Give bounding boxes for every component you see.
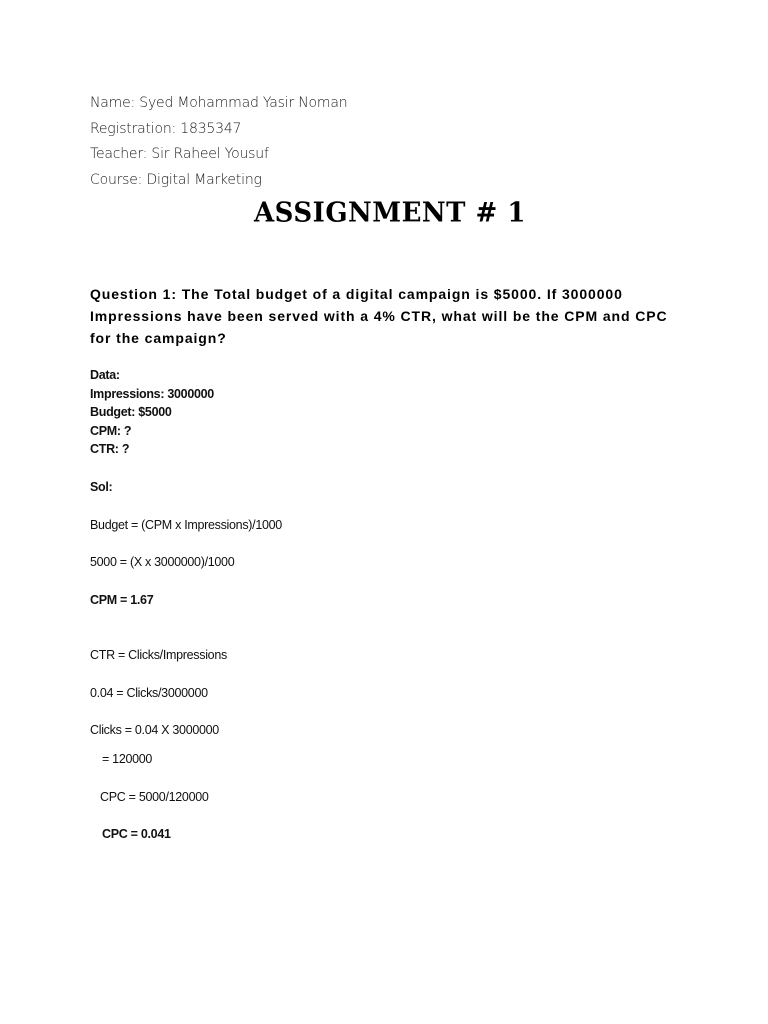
registration-number: Registration: 1835347 [90, 121, 242, 137]
student-name: Name: Syed Mohammad Yasir Noman [90, 95, 348, 111]
course-name: Course: Digital Marketing [90, 172, 262, 188]
clicks-result: = 120000 [102, 752, 153, 766]
clicks-formula: Clicks = 0.04 X 3000000 [90, 723, 219, 737]
data-ctr: CTR: ? [90, 442, 130, 456]
cpc-result: CPC = 0.041 [102, 827, 171, 841]
solution-heading: Sol: [90, 480, 113, 494]
question-text: Question 1: The Total budget of a digital campaign is $5000. If 3000000 Impressions have been served with a 4% CTR, what will be the CPM and CPC for the campaign? [90, 286, 668, 346]
ctr-formula: CTR = Clicks/Impressions [90, 648, 227, 662]
data-cpm: CPM: ? [90, 424, 132, 438]
budget-formula: Budget = (CPM x Impressions)/1000 [90, 518, 282, 532]
cpc-formula: CPC = 5000/120000 [100, 790, 209, 804]
data-budget: Budget: $5000 [90, 405, 172, 419]
budget-substitution: 5000 = (X x 3000000)/1000 [90, 555, 235, 569]
ctr-substitution: 0.04 = Clicks/3000000 [90, 686, 208, 700]
teacher-name: Teacher: Sir Raheel Yousuf [90, 146, 269, 162]
cpm-result: CPM = 1.67 [90, 593, 154, 607]
data-heading: Data: [90, 368, 120, 382]
assignment-title [0, 198, 768, 228]
data-impressions: Impressions: 3000000 [90, 387, 214, 401]
assignment-title-text: ASSIGNMENT # 1 [254, 197, 526, 229]
